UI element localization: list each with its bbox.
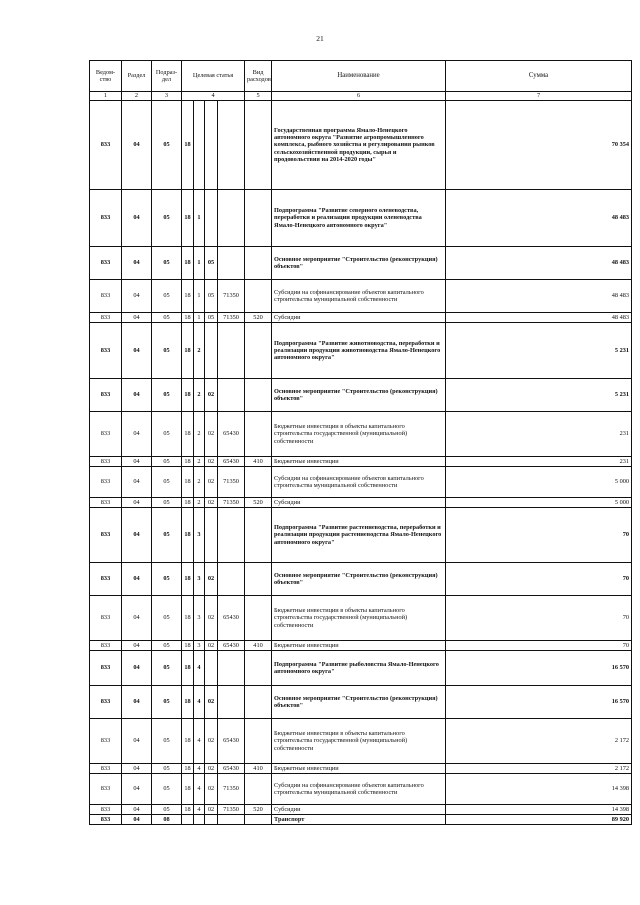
- cell-naimenovanie: Основное мероприятие "Строительство (реконструкция) объектов": [272, 563, 446, 596]
- table-row: [90, 641, 632, 651]
- cell-vedomstvo: 833: [90, 686, 122, 719]
- cell-naimenovanie: Бюджетные инвестиции: [272, 457, 446, 467]
- table-row: [90, 323, 632, 379]
- cell-tselevaya-direction: [218, 190, 245, 247]
- cell-tselevaya-direction: [218, 563, 245, 596]
- cell-vid-rashodov: [245, 101, 272, 190]
- cell-vid-rashodov: 410: [245, 457, 272, 467]
- cell-tselevaya-program: 18: [182, 498, 194, 508]
- cell-summa: 16 570: [446, 651, 632, 686]
- cell-tselevaya-subprogram: 3: [194, 596, 205, 641]
- header-tselevaya-statya: Целевая статья: [182, 61, 245, 92]
- cell-podrazdel: 05: [152, 596, 182, 641]
- cell-podrazdel: 05: [152, 323, 182, 379]
- cell-tselevaya-subprogram: 1: [194, 247, 205, 280]
- cell-razdel: 04: [122, 412, 152, 457]
- table-header-row: [90, 61, 632, 92]
- cell-razdel: 04: [122, 313, 152, 323]
- cell-tselevaya-event: [205, 508, 218, 563]
- cell-vid-rashodov: 410: [245, 641, 272, 651]
- cell-tselevaya-subprogram: 1: [194, 190, 205, 247]
- cell-razdel: 04: [122, 101, 152, 190]
- cell-vedomstvo: 833: [90, 467, 122, 498]
- cell-vid-rashodov: [245, 412, 272, 457]
- cell-razdel: 04: [122, 774, 152, 805]
- cell-tselevaya-subprogram: 4: [194, 764, 205, 774]
- cell-tselevaya-subprogram: 2: [194, 457, 205, 467]
- cell-naimenovanie: Субсидии на софинансирование объектов капитального строительства муниципальной собственности: [272, 280, 446, 313]
- column-number: 3: [152, 92, 182, 101]
- column-number: 2: [122, 92, 152, 101]
- cell-naimenovanie: Субсидии: [272, 313, 446, 323]
- table-row: [90, 563, 632, 596]
- cell-tselevaya-subprogram: 2: [194, 379, 205, 412]
- cell-summa: 2 172: [446, 719, 632, 764]
- cell-podrazdel: 05: [152, 651, 182, 686]
- cell-podrazdel: 05: [152, 563, 182, 596]
- cell-vedomstvo: 833: [90, 764, 122, 774]
- cell-tselevaya-subprogram: [194, 101, 205, 190]
- cell-tselevaya-program: 18: [182, 323, 194, 379]
- cell-vid-rashodov: [245, 508, 272, 563]
- cell-naimenovanie: Транспорт: [272, 815, 446, 825]
- cell-tselevaya-program: 18: [182, 379, 194, 412]
- header-vedomstvo: Ведом-ство: [90, 61, 122, 92]
- cell-tselevaya-direction: 65430: [218, 457, 245, 467]
- cell-razdel: 04: [122, 508, 152, 563]
- column-number: 7: [446, 92, 632, 101]
- cell-tselevaya-event: 02: [205, 764, 218, 774]
- cell-vedomstvo: 833: [90, 313, 122, 323]
- cell-podrazdel: 05: [152, 719, 182, 764]
- table-row: [90, 719, 632, 764]
- cell-tselevaya-direction: 71350: [218, 280, 245, 313]
- cell-podrazdel: 05: [152, 686, 182, 719]
- column-number: 6: [272, 92, 446, 101]
- table-row: [90, 596, 632, 641]
- cell-vid-rashodov: [245, 247, 272, 280]
- cell-tselevaya-event: 02: [205, 686, 218, 719]
- cell-vedomstvo: 833: [90, 280, 122, 313]
- cell-tselevaya-direction: 65430: [218, 719, 245, 764]
- cell-tselevaya-subprogram: 3: [194, 508, 205, 563]
- cell-summa: 5 231: [446, 323, 632, 379]
- cell-tselevaya-direction: 71350: [218, 467, 245, 498]
- table-row: [90, 247, 632, 280]
- table-row: [90, 101, 632, 190]
- cell-tselevaya-direction: 71350: [218, 313, 245, 323]
- cell-razdel: 04: [122, 247, 152, 280]
- cell-vid-rashodov: [245, 686, 272, 719]
- cell-podrazdel: 05: [152, 764, 182, 774]
- cell-naimenovanie: Бюджетные инвестиции: [272, 641, 446, 651]
- cell-vid-rashodov: [245, 280, 272, 313]
- cell-summa: 14 398: [446, 805, 632, 815]
- cell-vid-rashodov: [245, 467, 272, 498]
- table-row: [90, 774, 632, 805]
- cell-tselevaya-event: 02: [205, 774, 218, 805]
- cell-tselevaya-program: 18: [182, 651, 194, 686]
- cell-tselevaya-subprogram: 2: [194, 412, 205, 457]
- header-razdel: Раздел: [122, 61, 152, 92]
- cell-tselevaya-subprogram: 4: [194, 686, 205, 719]
- cell-tselevaya-event: 05: [205, 280, 218, 313]
- cell-tselevaya-subprogram: 2: [194, 498, 205, 508]
- cell-vedomstvo: 833: [90, 247, 122, 280]
- cell-summa: 70: [446, 596, 632, 641]
- cell-vid-rashodov: [245, 190, 272, 247]
- cell-razdel: 04: [122, 379, 152, 412]
- table-row: [90, 764, 632, 774]
- header-summa: Сумма: [446, 61, 632, 92]
- cell-tselevaya-subprogram: 4: [194, 651, 205, 686]
- cell-summa: 70: [446, 563, 632, 596]
- cell-vedomstvo: 833: [90, 190, 122, 247]
- cell-razdel: 04: [122, 323, 152, 379]
- cell-tselevaya-program: 18: [182, 805, 194, 815]
- cell-summa: 16 570: [446, 686, 632, 719]
- cell-tselevaya-program: 18: [182, 641, 194, 651]
- cell-tselevaya-direction: [218, 379, 245, 412]
- cell-podrazdel: 05: [152, 190, 182, 247]
- cell-naimenovanie: Подпрограмма "Развитие рыболовства Ямало-Ненецкого автономного округа": [272, 651, 446, 686]
- cell-tselevaya-event: 02: [205, 641, 218, 651]
- cell-tselevaya-event: [205, 101, 218, 190]
- cell-summa: 89 920: [446, 815, 632, 825]
- cell-vid-rashodov: 520: [245, 805, 272, 815]
- cell-razdel: 04: [122, 815, 152, 825]
- cell-tselevaya-program: 18: [182, 280, 194, 313]
- cell-summa: 5 000: [446, 498, 632, 508]
- cell-vid-rashodov: 410: [245, 764, 272, 774]
- cell-naimenovanie: Бюджетные инвестиции в объекты капитального строительства государственной (муниципальной) собственности: [272, 719, 446, 764]
- cell-vedomstvo: 833: [90, 774, 122, 805]
- cell-tselevaya-event: 02: [205, 596, 218, 641]
- cell-vedomstvo: 833: [90, 596, 122, 641]
- cell-razdel: 04: [122, 190, 152, 247]
- cell-tselevaya-subprogram: 4: [194, 774, 205, 805]
- column-number-row: [90, 92, 632, 101]
- cell-tselevaya-direction: [218, 508, 245, 563]
- cell-razdel: 04: [122, 596, 152, 641]
- cell-podrazdel: 05: [152, 313, 182, 323]
- cell-podrazdel: 05: [152, 467, 182, 498]
- cell-razdel: 04: [122, 805, 152, 815]
- cell-vedomstvo: 833: [90, 641, 122, 651]
- cell-razdel: 04: [122, 467, 152, 498]
- cell-vedomstvo: 833: [90, 815, 122, 825]
- cell-razdel: 04: [122, 457, 152, 467]
- table-row: [90, 686, 632, 719]
- table-row: [90, 457, 632, 467]
- cell-summa: 48 483: [446, 190, 632, 247]
- cell-vedomstvo: 833: [90, 101, 122, 190]
- cell-tselevaya-subprogram: 4: [194, 719, 205, 764]
- cell-podrazdel: 05: [152, 280, 182, 313]
- cell-tselevaya-program: 18: [182, 101, 194, 190]
- cell-tselevaya-direction: 65430: [218, 641, 245, 651]
- cell-tselevaya-subprogram: 3: [194, 641, 205, 651]
- cell-razdel: 04: [122, 764, 152, 774]
- cell-tselevaya-event: [205, 323, 218, 379]
- cell-summa: 2 172: [446, 764, 632, 774]
- cell-vedomstvo: 833: [90, 805, 122, 815]
- cell-tselevaya-event: [205, 815, 218, 825]
- cell-tselevaya-program: 18: [182, 412, 194, 457]
- cell-summa: 5 000: [446, 467, 632, 498]
- cell-tselevaya-direction: 71350: [218, 498, 245, 508]
- cell-podrazdel: 05: [152, 247, 182, 280]
- cell-vedomstvo: 833: [90, 457, 122, 467]
- cell-tselevaya-subprogram: 3: [194, 563, 205, 596]
- table-row: [90, 313, 632, 323]
- cell-podrazdel: 05: [152, 498, 182, 508]
- cell-razdel: 04: [122, 719, 152, 764]
- cell-tselevaya-event: [205, 651, 218, 686]
- header-vid-rashodov: Вид расходов: [245, 61, 272, 92]
- cell-tselevaya-event: 05: [205, 247, 218, 280]
- cell-tselevaya-subprogram: 1: [194, 313, 205, 323]
- cell-tselevaya-direction: [218, 323, 245, 379]
- cell-vedomstvo: 833: [90, 651, 122, 686]
- cell-summa: 231: [446, 412, 632, 457]
- cell-razdel: 04: [122, 498, 152, 508]
- cell-summa: 231: [446, 457, 632, 467]
- cell-tselevaya-program: [182, 815, 194, 825]
- cell-vedomstvo: 833: [90, 412, 122, 457]
- cell-summa: 48 483: [446, 280, 632, 313]
- cell-tselevaya-program: 18: [182, 719, 194, 764]
- cell-tselevaya-subprogram: [194, 815, 205, 825]
- table-row: [90, 498, 632, 508]
- cell-naimenovanie: Подпрограмма "Развитие северного оленеводства, переработки и реализации продукции оленеводства Ямало-Ненецкого автономного округа": [272, 190, 446, 247]
- cell-tselevaya-event: 02: [205, 379, 218, 412]
- header-naimenovanie: Наименование: [272, 61, 446, 92]
- cell-naimenovanie: Государственная программа Ямало-Ненецкого автономного округа "Развитие агропромышленного комплекса, рыбного хозяйства и регулирования рынков сельскохозяйственной продукции, сырья и продовольствия на 2014-2020 годы": [272, 101, 446, 190]
- cell-vid-rashodov: [245, 651, 272, 686]
- cell-tselevaya-event: 02: [205, 563, 218, 596]
- cell-naimenovanie: Субсидии на софинансирование объектов капитального строительства муниципальной собственности: [272, 774, 446, 805]
- table-row: [90, 412, 632, 457]
- cell-podrazdel: 08: [152, 815, 182, 825]
- cell-naimenovanie: Подпрограмма "Развитие растениеводства, переработки и реализации продукции растениеводства Ямало-Ненецкого автономного округа": [272, 508, 446, 563]
- cell-summa: 70: [446, 641, 632, 651]
- cell-tselevaya-event: 02: [205, 805, 218, 815]
- cell-vid-rashodov: 520: [245, 498, 272, 508]
- cell-naimenovanie: Бюджетные инвестиции в объекты капитального строительства государственной (муниципальной) собственности: [272, 412, 446, 457]
- cell-razdel: 04: [122, 686, 152, 719]
- page-number: 21: [316, 34, 324, 43]
- cell-tselevaya-program: 18: [182, 774, 194, 805]
- cell-tselevaya-program: 18: [182, 764, 194, 774]
- cell-tselevaya-event: 05: [205, 313, 218, 323]
- budget-table: [89, 60, 632, 825]
- cell-tselevaya-program: 18: [182, 563, 194, 596]
- cell-tselevaya-program: 18: [182, 247, 194, 280]
- cell-vedomstvo: 833: [90, 323, 122, 379]
- table-row: [90, 190, 632, 247]
- table-row: [90, 508, 632, 563]
- cell-podrazdel: 05: [152, 457, 182, 467]
- cell-vedomstvo: 833: [90, 379, 122, 412]
- cell-tselevaya-program: 18: [182, 508, 194, 563]
- cell-razdel: 04: [122, 563, 152, 596]
- table-row: [90, 280, 632, 313]
- cell-vedomstvo: 833: [90, 498, 122, 508]
- cell-tselevaya-program: 18: [182, 686, 194, 719]
- table-row: [90, 379, 632, 412]
- cell-tselevaya-subprogram: 2: [194, 467, 205, 498]
- table-row: [90, 805, 632, 815]
- cell-podrazdel: 05: [152, 101, 182, 190]
- cell-summa: 14 398: [446, 774, 632, 805]
- cell-tselevaya-program: 18: [182, 467, 194, 498]
- cell-podrazdel: 05: [152, 641, 182, 651]
- cell-vedomstvo: 833: [90, 563, 122, 596]
- cell-tselevaya-direction: 65430: [218, 596, 245, 641]
- cell-summa: 70: [446, 508, 632, 563]
- cell-vid-rashodov: [245, 323, 272, 379]
- cell-naimenovanie: Основное мероприятие "Строительство (реконструкция) объектов": [272, 379, 446, 412]
- cell-razdel: 04: [122, 280, 152, 313]
- cell-tselevaya-program: 18: [182, 313, 194, 323]
- table-row: [90, 651, 632, 686]
- cell-vid-rashodov: 520: [245, 313, 272, 323]
- cell-naimenovanie: Бюджетные инвестиции: [272, 764, 446, 774]
- cell-podrazdel: 05: [152, 774, 182, 805]
- cell-tselevaya-direction: 65430: [218, 412, 245, 457]
- cell-tselevaya-direction: 65430: [218, 764, 245, 774]
- cell-tselevaya-direction: [218, 686, 245, 719]
- cell-summa: 48 483: [446, 313, 632, 323]
- cell-podrazdel: 05: [152, 805, 182, 815]
- cell-tselevaya-direction: [218, 651, 245, 686]
- cell-tselevaya-event: 02: [205, 412, 218, 457]
- cell-vid-rashodov: [245, 815, 272, 825]
- cell-tselevaya-event: 02: [205, 457, 218, 467]
- cell-tselevaya-direction: [218, 247, 245, 280]
- cell-podrazdel: 05: [152, 508, 182, 563]
- cell-vid-rashodov: [245, 774, 272, 805]
- cell-naimenovanie: Бюджетные инвестиции в объекты капитального строительства государственной (муниципальной) собственности: [272, 596, 446, 641]
- cell-vid-rashodov: [245, 719, 272, 764]
- cell-tselevaya-direction: 71350: [218, 805, 245, 815]
- cell-tselevaya-event: 02: [205, 467, 218, 498]
- cell-podrazdel: 05: [152, 412, 182, 457]
- cell-naimenovanie: Основное мероприятие "Строительство (реконструкция) объектов": [272, 686, 446, 719]
- cell-tselevaya-program: 18: [182, 457, 194, 467]
- cell-tselevaya-event: 02: [205, 498, 218, 508]
- cell-tselevaya-event: 02: [205, 719, 218, 764]
- cell-tselevaya-direction: [218, 101, 245, 190]
- cell-tselevaya-program: 18: [182, 596, 194, 641]
- cell-tselevaya-program: 18: [182, 190, 194, 247]
- cell-tselevaya-direction: [218, 815, 245, 825]
- column-number: 1: [90, 92, 122, 101]
- cell-razdel: 04: [122, 641, 152, 651]
- cell-razdel: 04: [122, 651, 152, 686]
- cell-summa: 5 231: [446, 379, 632, 412]
- cell-tselevaya-direction: 71350: [218, 774, 245, 805]
- cell-naimenovanie: Субсидии: [272, 805, 446, 815]
- table-body: [90, 101, 632, 825]
- table-row: [90, 815, 632, 825]
- cell-tselevaya-event: [205, 190, 218, 247]
- cell-podrazdel: 05: [152, 379, 182, 412]
- cell-naimenovanie: Субсидии на софинансирование объектов капитального строительства муниципальной собственности: [272, 467, 446, 498]
- cell-summa: 70 354: [446, 101, 632, 190]
- cell-vedomstvo: 833: [90, 508, 122, 563]
- cell-vid-rashodov: [245, 563, 272, 596]
- cell-naimenovanie: Подпрограмма "Развитие животноводства, переработки и реализации продукции животноводства Ямало-Ненецкого автономного округа": [272, 323, 446, 379]
- cell-naimenovanie: Субсидии: [272, 498, 446, 508]
- cell-vid-rashodov: [245, 379, 272, 412]
- cell-vedomstvo: 833: [90, 719, 122, 764]
- column-number: 4: [182, 92, 245, 101]
- cell-tselevaya-subprogram: 2: [194, 323, 205, 379]
- cell-tselevaya-subprogram: 4: [194, 805, 205, 815]
- table-row: [90, 467, 632, 498]
- cell-summa: 48 483: [446, 247, 632, 280]
- cell-vid-rashodov: [245, 596, 272, 641]
- column-number: 5: [245, 92, 272, 101]
- header-podrazdel: Подраз-дел: [152, 61, 182, 92]
- cell-tselevaya-subprogram: 1: [194, 280, 205, 313]
- cell-naimenovanie: Основное мероприятие "Строительство (реконструкция) объектов": [272, 247, 446, 280]
